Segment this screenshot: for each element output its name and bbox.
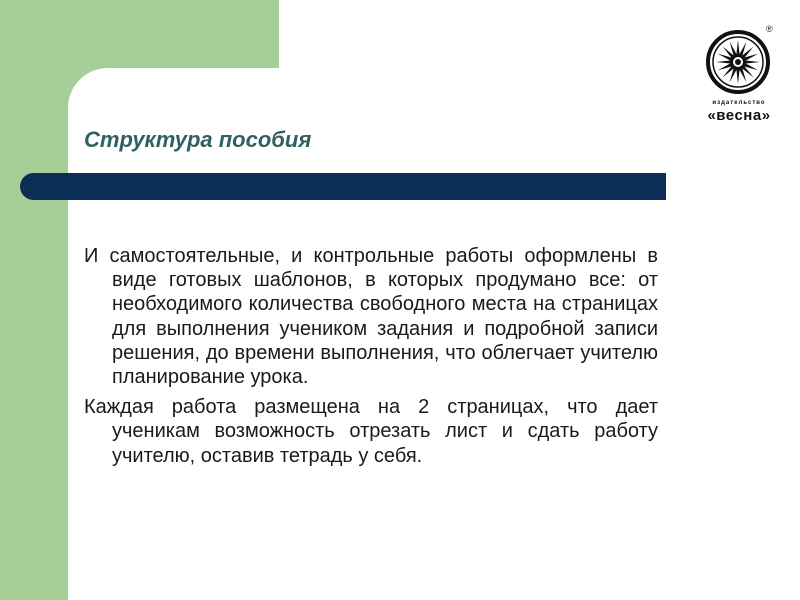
slide-title: Структура пособия [84, 127, 312, 152]
registered-mark: ® [766, 24, 773, 34]
sun-star-icon [700, 30, 780, 100]
body-paragraph-2: Каждая работа размещена на 2 страницах, что дает ученикам возможность отрезать лист и сдать работу учителю, оставив тетрадь у себя. [84, 396, 658, 467]
slide-body [84, 244, 658, 474]
green-left-band [0, 0, 68, 600]
green-top-band [0, 0, 279, 68]
logo-name: «весна» [707, 107, 771, 124]
title-underline-bar [20, 173, 666, 200]
body-paragraph-1: И самостоятельные, и контрольные работы оформлены в виде готовых шаблонов, в которых продумано все: от необходимого количества свободного места на страницах для выполнения учеником задания и подробной записи решения, до времени выполнения, что облегчает учителю планирование урока. [84, 245, 658, 389]
logo-caption: издательство [712, 100, 766, 106]
